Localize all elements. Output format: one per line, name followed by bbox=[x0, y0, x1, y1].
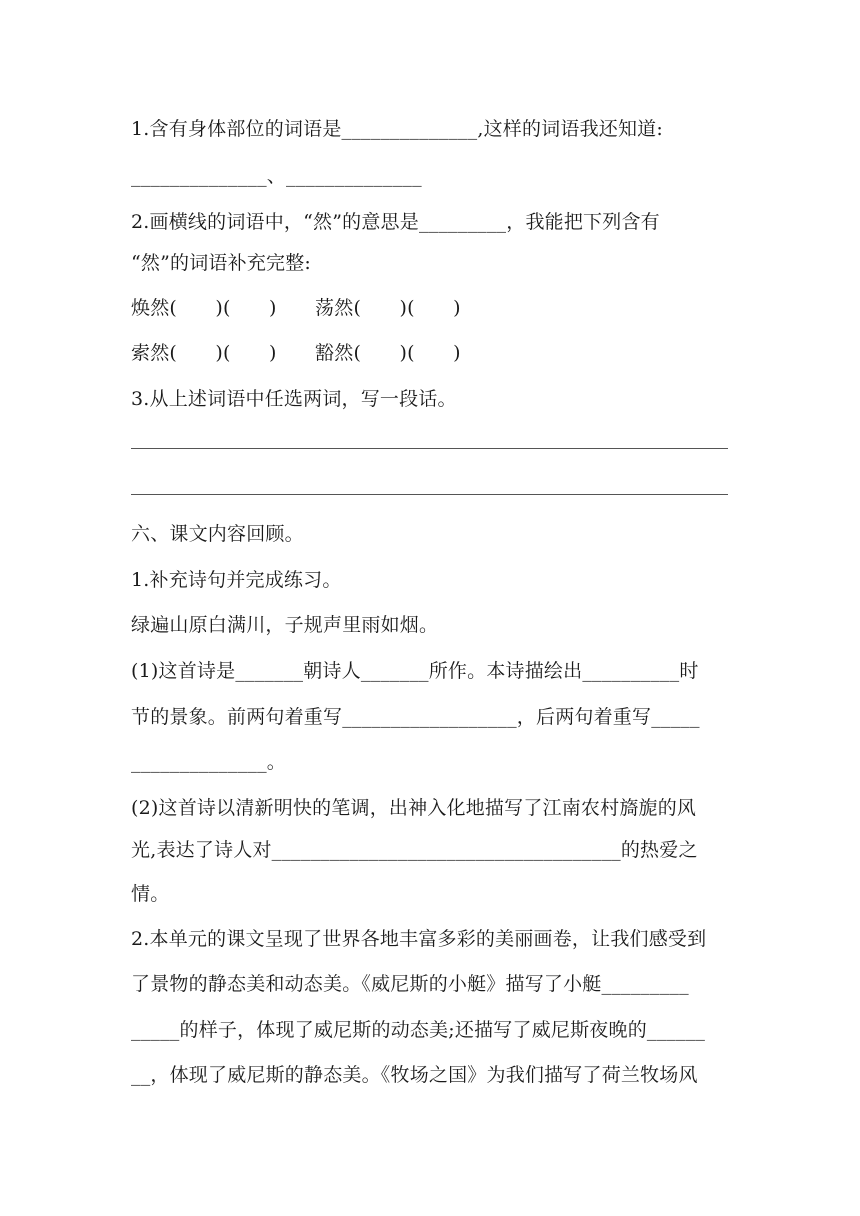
writing-line-2 bbox=[131, 494, 728, 495]
fill-row-2: 索然( )( ) 豁然( )( ) bbox=[131, 342, 461, 364]
poem-line: 绿遍山原白满川，子规声里雨如烟。 bbox=[131, 614, 439, 636]
unit-q2-line-1: 2.本单元的课文呈现了世界各地丰富多彩的美丽画卷，让我们感受到 bbox=[131, 928, 707, 950]
poem-task: 1.补充诗句并完成练习。 bbox=[131, 569, 342, 591]
poem-q1-line-2: 节的景象。前两句着重写__________________，后两句着重写_____ bbox=[131, 706, 700, 728]
writing-line-1 bbox=[131, 448, 728, 449]
section-six-heading: 六、课文内容回顾。 bbox=[131, 523, 304, 545]
poem-q2-line-3: 情。 bbox=[131, 883, 170, 905]
q2-line-2: “然”的词语补充完整: bbox=[131, 252, 312, 274]
fill-row-1: 焕然( )( ) 荡然( )( ) bbox=[131, 297, 461, 319]
poem-q1-line-1: (1)这首诗是_______朝诗人_______所作。本诗描绘出__________时 bbox=[131, 660, 699, 682]
poem-q1-line-3: ______________。 bbox=[131, 751, 287, 773]
poem-q2-line-1: (2)这首诗以清新明快的笔调，出神入化地描写了江南农村旖旎的风 bbox=[131, 797, 697, 819]
unit-q2-line-4: __，体现了威尼斯的静态美。《牧场之国》为我们描写了荷兰牧场风 bbox=[131, 1064, 698, 1086]
poem-q2-line-2: 光,表达了诗人对____________________________________的热爱之 bbox=[131, 839, 698, 861]
unit-q2-line-3: _____的样子，体现了威尼斯的动态美;还描写了威尼斯夜晚的______ bbox=[131, 1019, 706, 1041]
q3-prompt: 3.从上述词语中任选两词，写一段话。 bbox=[131, 388, 457, 410]
unit-q2-line-2: 了景物的静态美和动态美。《威尼斯的小艇》描写了小艇_________ bbox=[131, 973, 689, 995]
q1-answer-blanks: ______________、______________ bbox=[131, 165, 422, 187]
q1-line-1: 1.含有身体部位的词语是______________,这样的词语我还知道: bbox=[131, 118, 663, 140]
q2-line-1: 2.画横线的词语中，“然”的意思是_________，我能把下列含有 bbox=[131, 211, 660, 233]
